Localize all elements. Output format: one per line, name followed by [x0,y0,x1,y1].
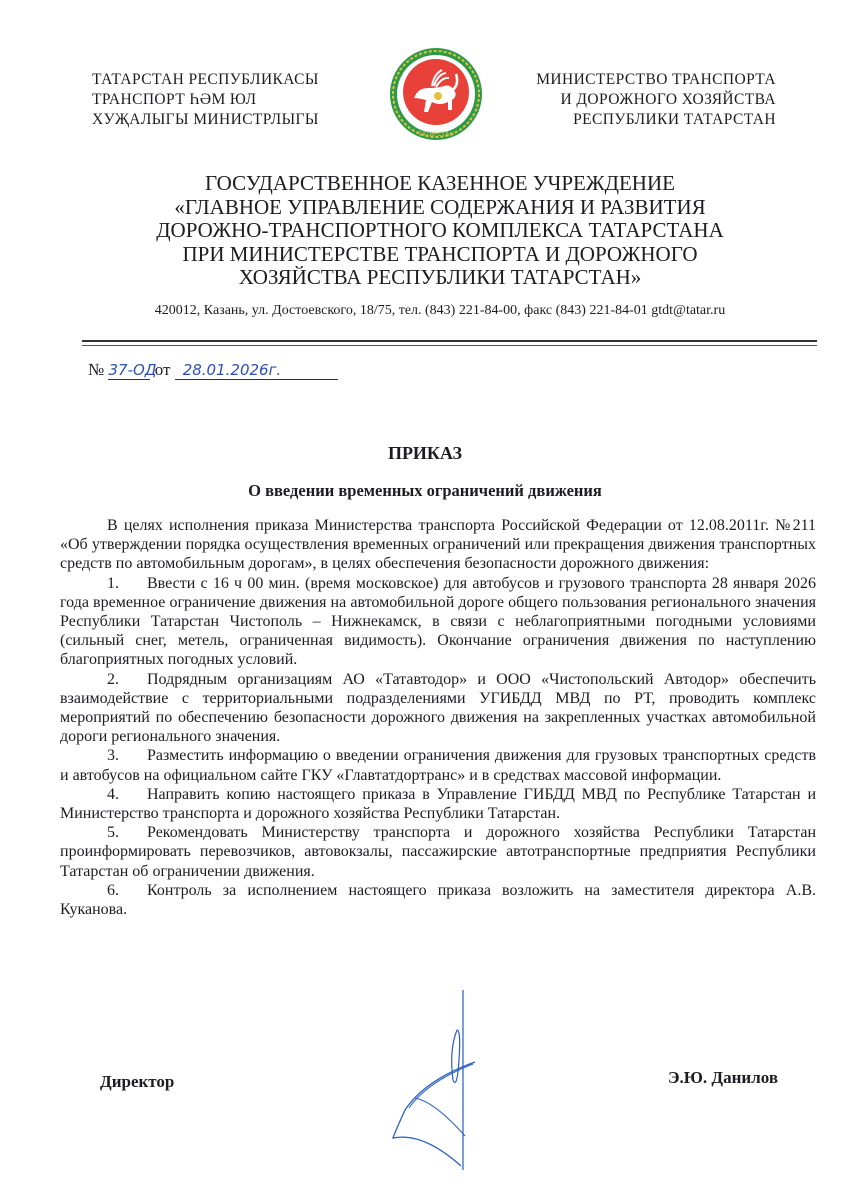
item-text: Рекомендовать Министерству транспорта и дорожного хозяйства Республики Татарстан проинформировать перевозчиков, автовокзалы, пассажирские автотранспортные предприятия Республики Татарстан об ограничении движения. [60,824,816,880]
document-date: 28.01.2026г. [175,361,338,380]
signatory-role: Директор [100,1072,175,1091]
order-item [60,574,816,670]
organization-line: «ГЛАВНОЕ УПРАВЛЕНИЕ СОДЕРЖАНИЯ И РАЗВИТИЯ [174,194,706,219]
organization-name [90,172,790,290]
item-number: 6. [107,881,119,899]
item-text: Ввести с 16 ч 00 мин. (время московское) для автобусов и грузового транспорта 28 января 2026 года временное ограничение движения на автомобильной дороге общего пользования регионального значения Республики Татарстан Чистополь – Нижнекамск, в связи с неблагоприятными погодными условиями (сильный снег, метель, ограниченная видимость). Окончание ограничения движения по наступлению благоприятных погодных условий. [60,574,816,669]
item-text: Подрядным организациям АО «Татавтодор» и ООО «Чистопольский Автодор» обеспечить взаимодействие с территориальными подразделениями УГИБДД МВД по РТ, проводить комплекс мероприятий по обеспечению безопасности дорожного движения на закрепленных участках автомобильной дороги регионального значения. [60,670,816,746]
header-left-line: ХУҖАЛЫГЫ МИНИСТРЛЫГЫ [92,111,319,128]
header-russian-ministry [480,70,776,130]
item-text: Контроль за исполнением настоящего приказа возложить на заместителя директора А.В. Куканова. [60,881,816,919]
header-right-line: РЕСПУБЛИКИ ТАТАРСТАН [573,111,776,128]
order-item [60,823,816,881]
document-subtitle: О введении временных ограничений движения [248,481,602,500]
handwritten-signature-icon [385,990,505,1170]
header-left-line: ТАТАРСТАН РЕСПУБЛИКАСЫ [92,71,319,88]
order-item [60,785,816,823]
organization-line: ПРИ МИНИСТЕРСТВЕ ТРАНСПОРТА И ДОРОЖНОГО [182,241,698,266]
item-number: 5. [107,824,119,842]
order-item [60,881,816,919]
header-right-line: И ДОРОЖНОГО ХОЗЯЙСТВА [560,91,776,108]
item-text: Разместить информацию о введении ограничения движения для грузовых транспортных средств и автобусов на официальном сайте ГКУ «Главтатдортранс» и в средствах массовой информации. [60,747,816,784]
document-number: 37-ОД [108,361,157,379]
header-left-line: ТРАНСПОРТ ҺӘМ ЮЛ [92,91,257,108]
item-text: Направить копию настоящего приказа в Управление ГИБДД МВД по Республике Татарстан и Министерство транспорта и дорожного хозяйства Республики Татарстан. [60,785,816,823]
item-number: 4. [107,785,119,803]
header-divider-thin [82,345,817,346]
organization-address: 420012, Казань, ул. Достоевского, 18/75, тел. (843) 221-84-00, факс (843) 221-84-01 gtdt@tatar.ru [154,303,726,318]
order-item [60,670,816,747]
organization-line: ГОСУДАРСТВЕННОЕ КАЗЕННОЕ УЧРЕЖДЕНИЕ [205,171,675,195]
date-label: от [154,360,171,379]
header-tatar-ministry [92,70,392,130]
item-number: 3. [107,747,119,765]
document-body [60,516,816,919]
emblem-text: ТАТАРСТАН [418,131,454,138]
item-number: 2. [107,670,119,688]
item-number: 1. [107,574,119,592]
order-item [60,746,816,784]
header-divider [82,340,817,342]
preamble: В целях исполнения приказа Министерства транспорта Российской Федерации от 12.08.2011г. №211 «Об утверждении порядка осуществления временных ограничений или прекращения движения транспортных средств по автомобильным дорогам», в целях обеспечения безопасности дорожного движения: [60,517,816,573]
document-number-line [88,360,338,380]
header-right-line: МИНИСТЕРСТВО ТРАНСПОРТА [536,71,776,88]
organization-line: ХОЗЯЙСТВА РЕСПУБЛИКИ ТАТАРСТАН» [238,265,642,289]
organization-line: ДОРОЖНО-ТРАНСПОРТНОГО КОМПЛЕКСА ТАТАРСТАНА [156,218,724,242]
coat-of-arms-icon [388,46,484,142]
number-label: № [88,360,105,379]
signatory-name: Э.Ю. Данилов [668,1068,779,1087]
document-title: ПРИКАЗ [387,443,463,463]
